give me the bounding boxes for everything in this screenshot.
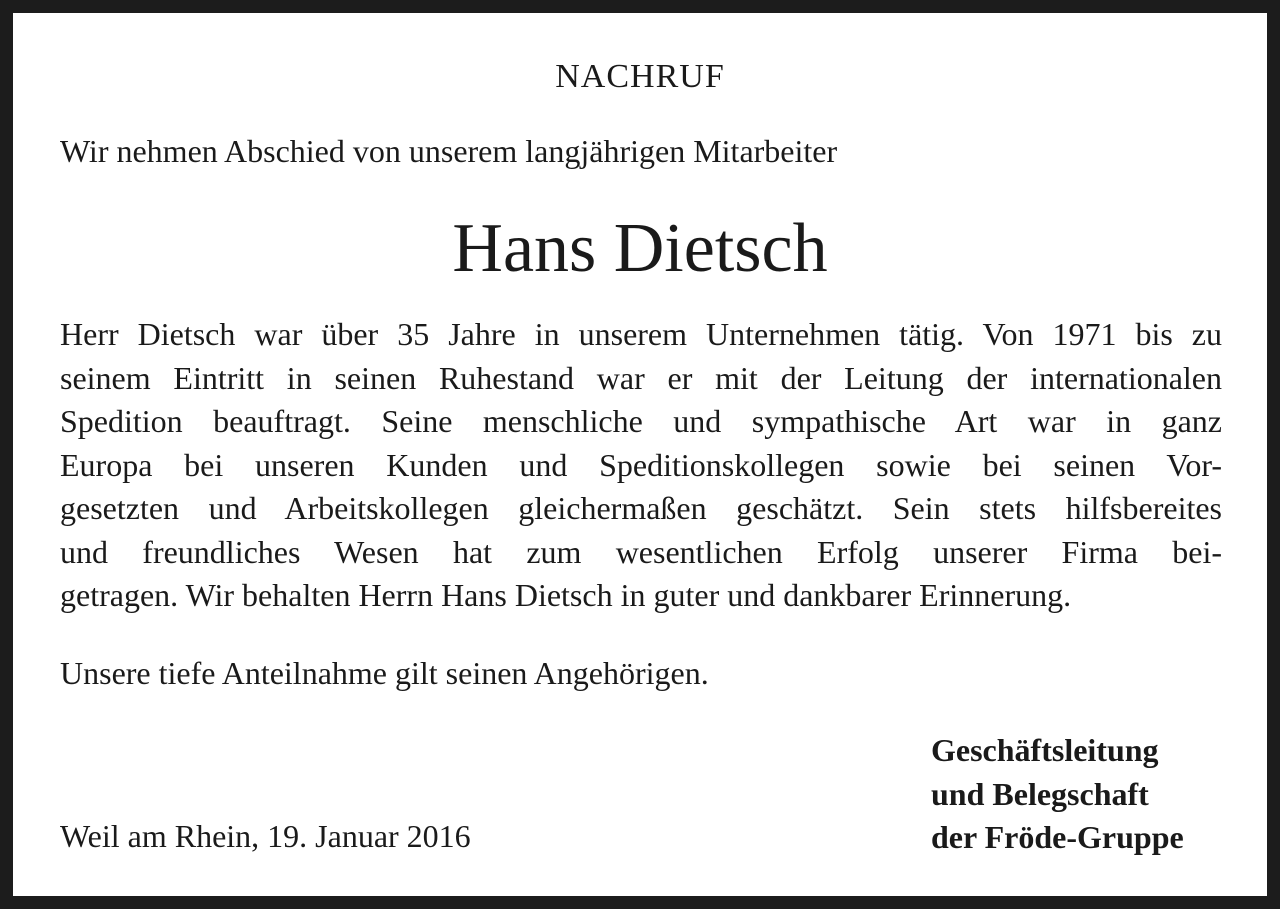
- signature-line: der Fröde-Gruppe: [931, 819, 1184, 855]
- intro-text: Wir nehmen Abschied von unserem langjährigen Mitarbeiter: [60, 133, 838, 169]
- tribute-line: und freundliches Wesen hat zum wesentlichen Erfolg unserer Firma bei-: [60, 533, 1222, 570]
- condolence-text: Unsere tiefe Anteilnahme gilt seinen Angehörigen.: [60, 655, 709, 691]
- signature-line: und Belegschaft: [931, 775, 1149, 812]
- tribute-line: gesetzten und Arbeitskollegen gleichermaßen geschätzt. Sein stets hilfsbereites: [60, 490, 1222, 526]
- deceased-name: Hans Dietsch: [452, 210, 828, 287]
- signature-line: Geschäftsleitung: [931, 732, 1159, 768]
- notice-heading: NACHRUF: [555, 58, 725, 95]
- tribute-line: Herr Dietsch war über 35 Jahre in unserem Unternehmen tätig. Von 1971 bis zu: [60, 316, 1222, 352]
- tribute-line: Europa bei unseren Kunden und Speditionskollegen sowie bei seinen Vor-: [60, 446, 1222, 483]
- tribute-line: Spedition beauftragt. Seine menschliche und sympathische Art war in ganz: [60, 403, 1222, 439]
- tribute-paragraph: [60, 313, 1222, 618]
- place-date: Weil am Rhein, 19. Januar 2016: [60, 818, 471, 854]
- signature-block: [931, 729, 1184, 860]
- tribute-line: getragen. Wir behalten Herrn Hans Dietsch in guter und dankbarer Erinnerung.: [60, 577, 1072, 613]
- tribute-line: seinem Eintritt in seinen Ruhestand war er mit der Leitung der internationalen: [60, 359, 1222, 396]
